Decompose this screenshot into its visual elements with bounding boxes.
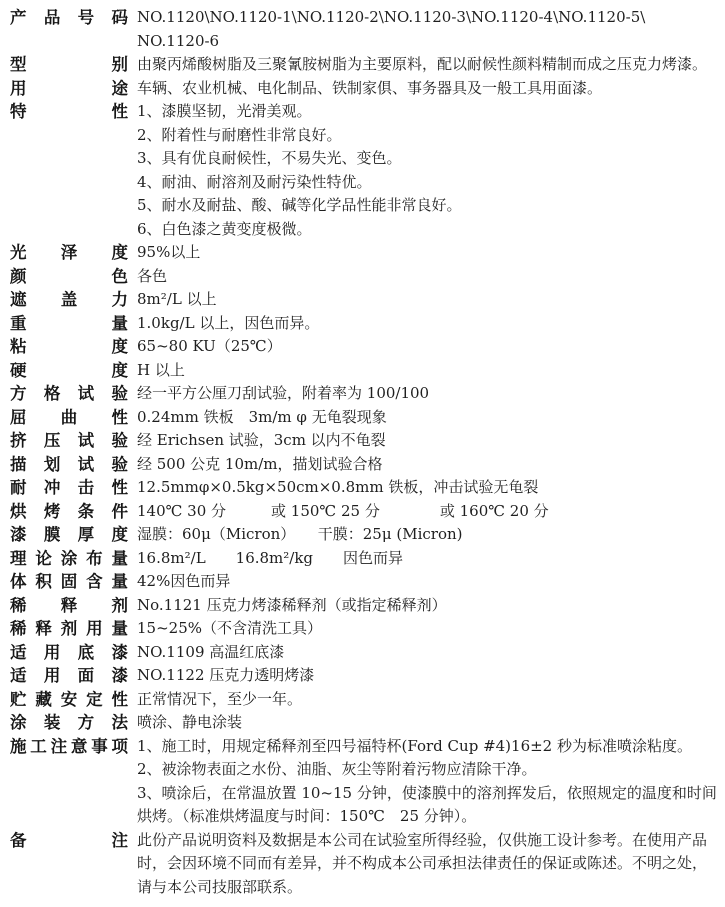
spec-value <box>128 100 719 241</box>
spec-row-coverage <box>10 288 719 312</box>
spec-value-line: NO.1109 高温红底漆 <box>137 642 285 661</box>
spec-value <box>128 594 719 618</box>
spec-value-line: NO.1120\NO.1120-1\NO.1120-2\NO.1120-3\NO.1120-4\NO.1120-5\ NO.1120-6 <box>137 8 646 50</box>
spec-row-thinner <box>10 594 719 618</box>
spec-value <box>128 641 719 665</box>
spec-value-line: 由聚丙烯酸树脂及三聚氰胺树脂为主要原料，配以耐候性颜料精制而成之压克力烤漆。 <box>137 55 708 73</box>
spec-value-line: 15~25%（不含清洗工具） <box>137 619 322 637</box>
spec-value <box>128 335 719 359</box>
spec-value-line: 喷涂、静电涂装 <box>137 713 243 731</box>
spec-row-thinner-amount <box>10 617 719 641</box>
spec-label: 涂装方法 <box>10 713 128 732</box>
spec-label: 型别 <box>10 55 128 74</box>
spec-value <box>128 265 719 289</box>
spec-row-gloss <box>10 241 719 265</box>
spec-row-primer <box>10 641 719 665</box>
spec-row-film-thickness <box>10 523 719 547</box>
spec-value <box>128 53 719 77</box>
spec-value-line: 5、耐水及耐盐、酸、碱等化学品性能非常良好。 <box>137 196 462 214</box>
spec-row-features <box>10 100 719 241</box>
spec-value <box>128 570 719 594</box>
spec-row-application-notes <box>10 735 719 829</box>
spec-row-crosscut-test <box>10 382 719 406</box>
spec-value-line: 经 500 公克 10m/m，描划试验合格 <box>137 454 383 473</box>
spec-value <box>128 241 719 265</box>
spec-value-line: 42%因色而异 <box>137 572 231 590</box>
spec-row-color <box>10 265 719 289</box>
spec-value <box>128 6 719 53</box>
spec-row-theoretical-coverage <box>10 547 719 571</box>
spec-row-storage-stability <box>10 688 719 712</box>
spec-value <box>128 382 719 406</box>
spec-value-line: NO.1122 压克力透明烤漆 <box>137 666 315 684</box>
spec-value-line: 经 Erichsen 试验，3cm 以内不龟裂 <box>137 431 386 449</box>
spec-value-line: 1.0kg/L 以上，因色而异。 <box>137 313 320 332</box>
spec-label: 稀释剂 <box>10 595 128 615</box>
spec-label: 挤压试验 <box>10 431 128 450</box>
spec-value <box>128 688 719 712</box>
spec-row-impact-resistance <box>10 476 719 500</box>
spec-label: 稀释剂用量 <box>10 619 128 638</box>
spec-value <box>128 617 719 641</box>
spec-label: 特性 <box>10 102 128 121</box>
spec-row-volume-solids <box>10 570 719 594</box>
spec-value-line: 0.24mm 铁板 3m/m φ 无龟裂现象 <box>137 407 387 426</box>
spec-value <box>128 359 719 383</box>
spec-label: 颜色 <box>10 266 128 286</box>
spec-value-line: 140℃ 30 分 或 150℃ 25 分 或 160℃ 20 分 <box>137 501 549 520</box>
spec-row-product-number <box>10 6 719 53</box>
spec-label: 粘度 <box>10 337 128 356</box>
spec-row-topcoat <box>10 664 719 688</box>
spec-row-type <box>10 53 719 77</box>
spec-value-line: 各色 <box>137 266 168 285</box>
spec-value-line: 4、耐油、耐溶剂及耐污染性特优。 <box>137 172 372 191</box>
spec-value-line: 2、附着性与耐磨性非常良好。 <box>137 125 342 144</box>
spec-label: 烘烤条件 <box>10 501 128 521</box>
spec-label: 施工注意事项 <box>10 736 128 756</box>
spec-value <box>128 829 719 900</box>
spec-label: 贮藏安定性 <box>10 689 128 709</box>
spec-row-viscosity <box>10 335 719 359</box>
spec-row-extrusion-test <box>10 429 719 453</box>
spec-value <box>128 429 719 453</box>
spec-value-line: 16.8m²/L 16.8m²/kg 因色而异 <box>137 548 404 567</box>
spec-value-line: 车辆、农业机械、电化制品、铁制家俱、事务器具及一般工具用面漆。 <box>137 78 603 97</box>
spec-label: 体积固含量 <box>10 572 128 591</box>
spec-value-line: 3、具有优良耐候性，不易失光、变色。 <box>137 149 402 167</box>
spec-value-line: H 以上 <box>137 360 185 379</box>
spec-value-line: 8m²/L 以上 <box>137 290 217 308</box>
spec-value <box>128 312 719 336</box>
spec-label: 屈曲性 <box>10 407 128 427</box>
spec-value-line: 3、喷涂后，在常温放置 10~15 分钟，使漆膜中的溶剂挥发后，依照规定的温度和时间烘烤。（标准烘烤温度与时间：150℃ 25 分钟）。 <box>137 783 717 825</box>
spec-value <box>128 711 719 735</box>
spec-value-line: 95%以上 <box>137 243 201 261</box>
spec-value-line: 湿膜：60μ（Micron） 干膜：25μ (Micron) <box>137 525 463 543</box>
spec-value <box>128 523 719 547</box>
spec-label: 方格试验 <box>10 384 128 403</box>
spec-value-line: 1、漆膜坚韧，光滑美观。 <box>137 102 312 120</box>
spec-row-application-method <box>10 711 719 735</box>
spec-value <box>128 664 719 688</box>
spec-value <box>128 406 719 430</box>
spec-row-baking-condition <box>10 500 719 524</box>
spec-label: 用途 <box>10 78 128 98</box>
spec-label: 耐冲击性 <box>10 478 128 497</box>
spec-label: 光泽度 <box>10 243 128 262</box>
spec-label: 适用面漆 <box>10 666 128 685</box>
spec-value <box>128 547 719 571</box>
spec-label: 备注 <box>10 830 128 850</box>
spec-label: 适用底漆 <box>10 642 128 662</box>
spec-label: 漆膜厚度 <box>10 525 128 544</box>
spec-row-flexibility <box>10 406 719 430</box>
spec-row-weight <box>10 312 719 336</box>
spec-label: 硬度 <box>10 360 128 380</box>
spec-value-line: 1、施工时，用规定稀释剂至四号福特杯(Ford Cup #4)16±2 秒为标准喷涂粘度。 <box>137 736 692 755</box>
spec-value-line: 此份产品说明资料及数据是本公司在试验室所得经验，仅供施工设计参考。在使用产品时，会因环境不同而有差异，并不构成本公司承担法律责任的保证或陈述。不明之处，请与本公司技服部联系。 <box>137 830 708 896</box>
spec-value <box>128 453 719 477</box>
spec-row-hardness <box>10 359 719 383</box>
spec-value-line: 正常情况下，至少一年。 <box>137 689 303 708</box>
spec-value <box>128 735 719 829</box>
spec-value <box>128 288 719 312</box>
spec-value-line: 12.5mmφ×0.5kg×50cm×0.8mm 铁板，冲击试验无龟裂 <box>137 478 539 496</box>
spec-value-line: 65~80 KU（25℃） <box>137 337 282 355</box>
spec-row-usage <box>10 77 719 101</box>
spec-value-line: 经一平方公厘刀刮试验，附着率为 100/100 <box>137 384 430 402</box>
spec-value <box>128 476 719 500</box>
spec-row-scratch-test <box>10 453 719 477</box>
spec-label: 描划试验 <box>10 454 128 474</box>
spec-label: 理论涂布量 <box>10 548 128 568</box>
spec-row-remarks <box>10 829 719 900</box>
spec-value-line: 6、白色漆之黄变度极微。 <box>137 219 312 238</box>
spec-value-line: 2、被涂物表面之水份、油脂、灰尘等附着污物应清除干净。 <box>137 760 537 778</box>
spec-label: 遮盖力 <box>10 290 128 309</box>
spec-label: 重量 <box>10 313 128 333</box>
spec-value <box>128 500 719 524</box>
spec-value-line: No.1121 压克力烤漆稀释剂（或指定稀释剂） <box>137 595 447 614</box>
spec-value <box>128 77 719 101</box>
spec-label: 产品号码 <box>10 8 128 27</box>
